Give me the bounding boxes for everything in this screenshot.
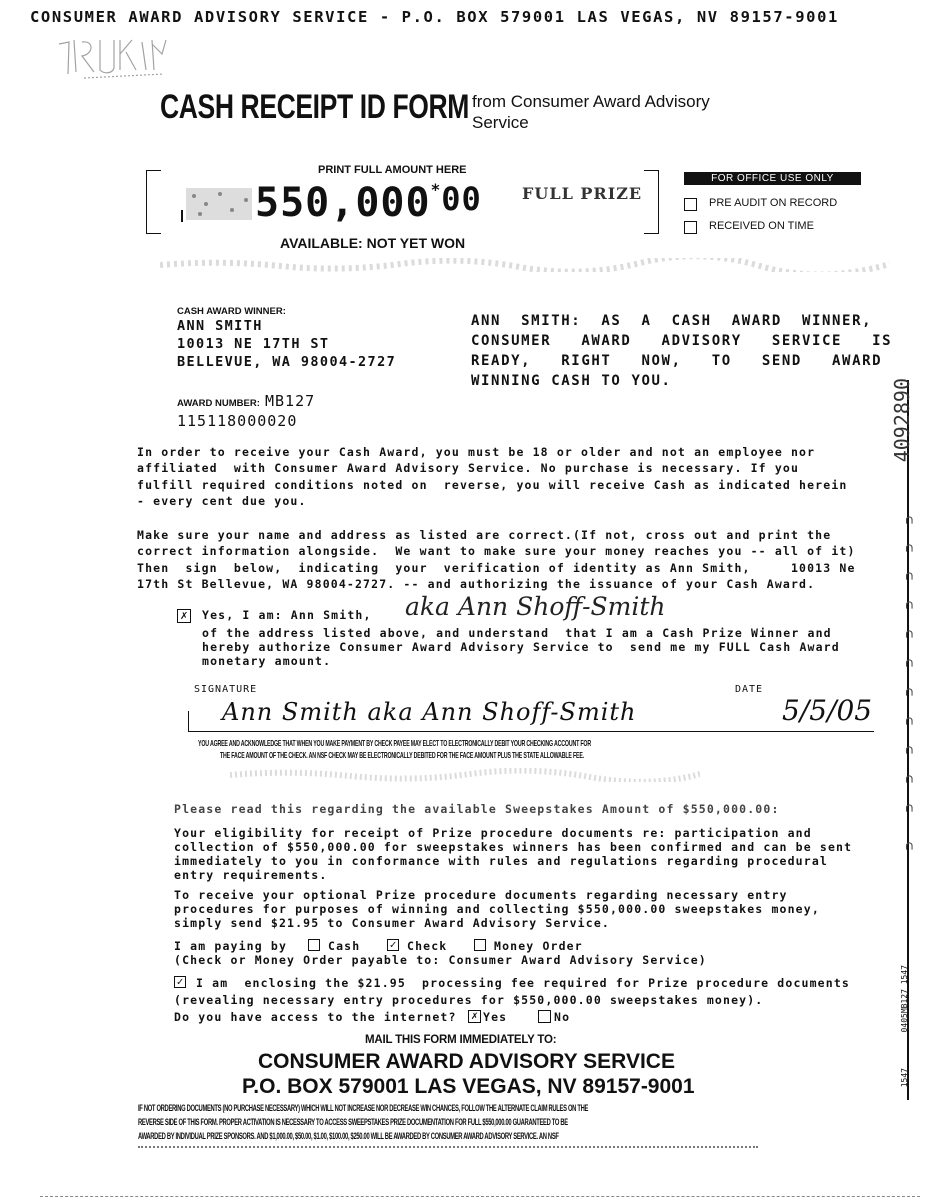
optional-docs-line: simply send $21.95 to Consumer Award Advisory Service.	[174, 916, 610, 930]
winner-city: BELLEVUE, WA 98004-2727	[177, 354, 397, 370]
print-amount-label: PRINT FULL AMOUNT HERE	[318, 164, 467, 176]
bottom-cut-line	[40, 1196, 920, 1197]
mailing-org-name: CONSUMER AWARD ADVISORY SERVICE	[258, 1050, 675, 1073]
eligibility-line: - every cent due you.	[137, 494, 307, 508]
identity-confirm-checkbox[interactable]: ✗	[177, 609, 191, 623]
received-on-time-checkbox[interactable]	[684, 221, 697, 234]
pre-audit-checkbox[interactable]	[684, 198, 697, 211]
top-address-line: CONSUMER AWARD ADVISORY SERVICE - P.O. BOX 579001 LAS VEGAS, NV 89157-9001	[30, 8, 839, 26]
internet-no-checkbox[interactable]	[538, 1010, 551, 1023]
internet-question: Do you have access to the internet?	[174, 1010, 457, 1024]
verification-line: Make sure your name and address as listed are correct.(If not, cross out and print the	[137, 528, 832, 542]
pay-cash-checkbox[interactable]	[308, 939, 320, 951]
procedure-line: Your eligibility for receipt of Prize procedure documents re: participation and	[174, 826, 812, 840]
optional-docs-line: procedures for purposes of winning and collecting $550,000.00 sweepstakes money,	[174, 902, 820, 916]
winner-message-line: WINNING CASH TO YOU.	[471, 373, 672, 389]
authorization-line: hereby authorize Consumer Award Advisory Service to send me my FULL Cash Award	[202, 640, 840, 654]
prize-amount-dollars: 550,000	[255, 180, 431, 226]
winner-street: 10013 NE 17TH ST	[177, 336, 330, 352]
margin-tick-icon: ⊂	[901, 658, 918, 668]
margin-tick-icon: ⊂	[901, 571, 918, 581]
scan-noise-band	[230, 768, 700, 782]
procedure-line: collection of $550,000.00 for sweepstakes winners has been confirmed and can be sent	[174, 840, 853, 854]
pay-check-label: Check	[407, 939, 448, 953]
internet-yes-label: Yes	[483, 1010, 508, 1024]
internet-yes-checkbox[interactable]: ✗	[468, 1010, 481, 1023]
margin-tick-icon: ⊂	[901, 600, 918, 610]
amount-scan-noise	[180, 182, 258, 224]
read-sweepstakes-line: Please read this regarding the available Sweepstakes Amount of $550,000.00:	[174, 802, 780, 816]
margin-tick-icon: ⊂	[901, 803, 918, 813]
prize-amount-cents: 00	[441, 180, 482, 218]
side-batch-code: 0405MB127 1547	[900, 965, 909, 1033]
disclaimer-line: IF NOT ORDERING DOCUMENTS (NO PURCHASE NECESSARY) WHICH WILL NOT INCREASE NOR DECREASE WIN CHANCES, FOLLOW THE ALTERNATE CLAIM RULES ON THE	[138, 1103, 589, 1113]
optional-docs-line: To receive your optional Prize procedure documents regarding necessary entry	[174, 888, 788, 902]
mail-heading: MAIL THIS FORM IMMEDIATELY TO:	[365, 1034, 557, 1046]
eligibility-line: In order to receive your Cash Award, you must be 18 or older and not an employee nor	[137, 445, 816, 459]
side-serial-number: 4092890	[890, 378, 914, 463]
internet-no-label: No	[554, 1010, 571, 1024]
verification-line: correct information alongside. We want to make sure your money reaches you -- all of it)	[137, 544, 856, 558]
identity-confirm-label: Yes, I am: Ann Smith,	[202, 608, 372, 622]
winner-label: CASH AWARD WINNER:	[177, 306, 286, 317]
award-number-label: AWARD NUMBER:	[177, 398, 260, 409]
pay-cash-label: Cash	[328, 939, 361, 953]
eligibility-line: fulfill required conditions noted on reverse, you will receive Cash as indicated herein	[137, 478, 848, 492]
award-id: 115118000020	[177, 412, 298, 430]
received-on-time-label: RECEIVED ON TIME	[709, 220, 814, 232]
prize-amount	[255, 180, 482, 226]
cut-off-text-line	[138, 1146, 758, 1148]
handwritten-aka-name: aka Ann Shoff-Smith	[405, 592, 666, 621]
pay-check-checkbox[interactable]: ✓	[387, 939, 399, 951]
enclosing-fee-line: I am enclosing the $21.95 processing fee required for Prize procedure documents	[196, 976, 850, 990]
verification-line: 17th St Bellevue, WA 98004-2727. -- and authorizing the issuance of your Cash Award.	[137, 577, 816, 591]
check-debit-notice: YOU AGREE AND ACKNOWLEDGE THAT WHEN YOU MAKE PAYMENT BY CHECK PAYEE MAY ELECT TO ELECTRONICALLY DEBIT YOUR CHECKING ACCOUNT FOR	[198, 738, 591, 748]
margin-tick-icon: ⊂	[901, 716, 918, 726]
authorization-line: of the address listed above, and understand that I am a Cash Prize Winner and	[202, 626, 832, 640]
return-stamp-mark	[54, 34, 174, 84]
margin-tick-icon: ⊂	[901, 841, 918, 851]
payable-to-line: (Check or Money Order payable to: Consumer Award Advisory Service)	[174, 953, 707, 967]
signature-label: SIGNATURE	[194, 684, 258, 695]
disclaimer-line: AWARDED BY INDIVIDUAL PRIZE SPONSORS. AND $1,000.00, $50.00, $1.00, $100.00, $250.00 WILL BE AWARDED BY CONSUMER AWARD ADVISORY SERVICE. AN NSF	[138, 1131, 559, 1141]
paying-by-label: I am paying by	[174, 939, 288, 953]
winner-message-line: READY, RIGHT NOW, TO SEND AWARD	[471, 353, 883, 369]
margin-tick-icon: ⊂	[901, 687, 918, 697]
amount-bracket-left	[146, 170, 161, 234]
margin-tick-icon: ⊂	[901, 774, 918, 784]
check-debit-notice: THE FACE AMOUNT OF THE CHECK. AN NSF CHECK MAY BE ELECTRONICALLY DEBITED FOR THE FACE AMOUNT PLUS THE STATE ALLOWABLE FEE.	[220, 750, 584, 760]
margin-tick-icon: ⊂	[901, 543, 918, 553]
handwritten-date[interactable]: 5/5/05	[782, 694, 873, 727]
disclaimer-line: REVERSE SIDE OF THIS FORM. PROPER ACTIVATION IS NECESSARY TO ACCESS SWEEPSTAKES PRIZE DOCUMENTATION FOR FULL $550,000.00 GUARANTEED TO BE	[138, 1117, 568, 1127]
scan-noise-band	[160, 258, 890, 272]
pay-money-order-label: Money Order	[494, 939, 583, 953]
margin-tick-icon: ⊂	[901, 515, 918, 525]
amount-mark-icon: *	[430, 180, 442, 199]
date-label: DATE	[735, 684, 764, 695]
margin-tick-icon: ⊂	[901, 629, 918, 639]
enclosing-fee-line: (revealing necessary entry procedures for $550,000.00 sweepstakes money).	[174, 993, 764, 1007]
amount-bracket-right	[644, 170, 659, 234]
handwritten-signature[interactable]: Ann Smith aka Ann Shoff-Smith	[222, 698, 637, 726]
form-title: CASH RECEIPT ID FORM	[160, 88, 469, 126]
office-use-header: FOR OFFICE USE ONLY	[684, 172, 861, 185]
availability-status: AVAILABLE: NOT YET WON	[280, 235, 466, 251]
mailing-address: P.O. BOX 579001 LAS VEGAS, NV 89157-9001	[242, 1075, 695, 1098]
enclosing-fee-checkbox[interactable]: ✓	[174, 976, 186, 988]
procedure-line: immediately to you in conformance with rules and regulations regarding procedural	[174, 854, 828, 868]
winner-message-line: ANN SMITH: AS A CASH AWARD WINNER,	[471, 313, 873, 329]
form-subtitle-line-2: Service	[472, 113, 529, 132]
authorization-line: monetary amount.	[202, 654, 332, 668]
eligibility-line: affiliated with Consumer Award Advisory Service. No purchase is necessary. If you	[137, 461, 800, 475]
winner-message-line: CONSUMER AWARD ADVISORY SERVICE IS	[471, 333, 893, 349]
procedure-line: entry requirements.	[174, 868, 328, 882]
signature-line	[188, 731, 874, 732]
award-number: MB127	[265, 392, 316, 410]
signature-line-tick	[188, 711, 189, 731]
full-prize-label: FULL PRIZE	[522, 184, 643, 203]
verification-line: Then sign below, indicating your verification of identity as Ann Smith, 10013 Ne	[137, 561, 856, 575]
form-subtitle-line-1: from Consumer Award Advisory	[472, 92, 710, 111]
winner-name: ANN SMITH	[177, 318, 263, 334]
pre-audit-label: PRE AUDIT ON RECORD	[709, 197, 838, 209]
pay-money-order-checkbox[interactable]	[474, 939, 486, 951]
side-batch-code: 1547	[900, 1068, 909, 1088]
margin-tick-icon: ⊂	[901, 745, 918, 755]
